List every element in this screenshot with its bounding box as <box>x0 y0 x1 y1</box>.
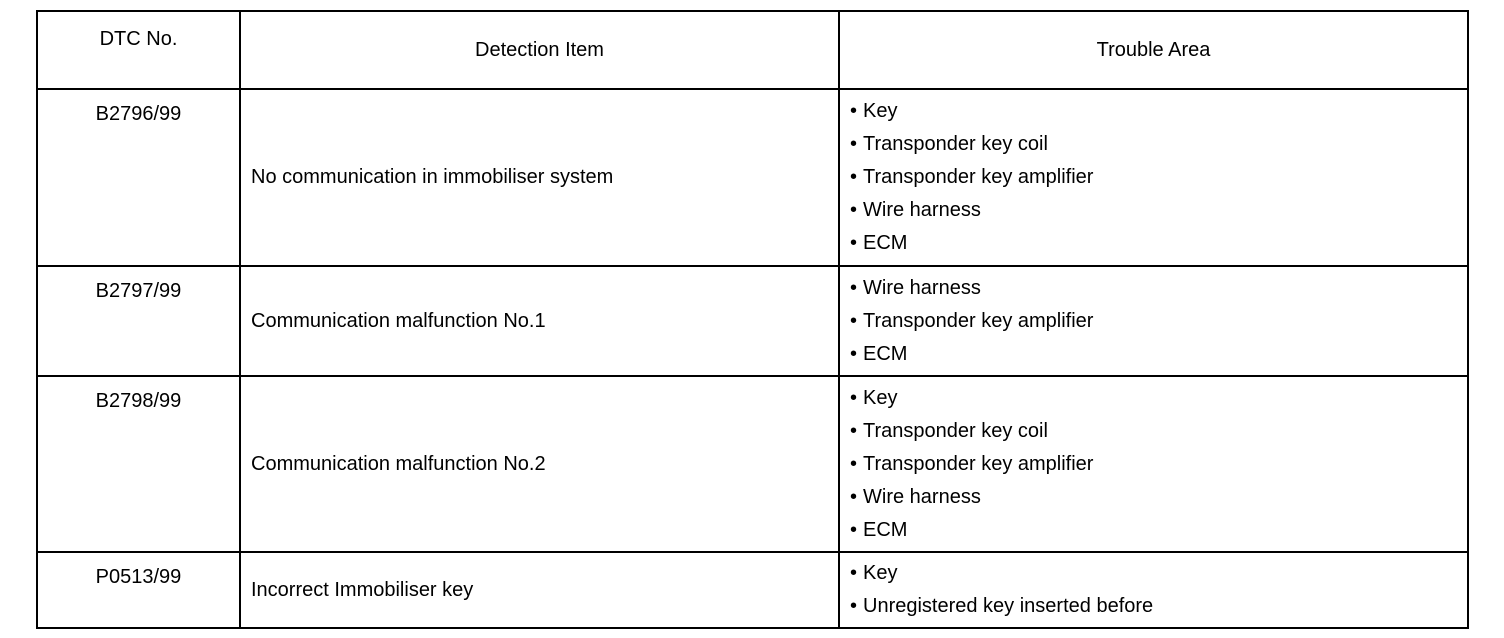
list-item <box>850 194 1467 227</box>
bullet-icon: • <box>850 419 858 442</box>
trouble-area-list <box>850 557 1467 623</box>
bullet-icon: • <box>850 562 858 584</box>
bullet-icon: • <box>850 342 858 365</box>
table-row <box>37 552 1468 628</box>
trouble-area-text: ECM <box>863 342 908 365</box>
header-trouble-area: Trouble Area <box>839 11 1468 89</box>
bullet-icon: • <box>850 232 858 254</box>
bullet-icon: • <box>850 100 858 122</box>
bullet-icon: • <box>850 309 858 332</box>
bullet-icon: • <box>850 485 858 508</box>
list-item <box>850 305 1467 338</box>
list-item <box>850 382 1467 415</box>
dtc-code-cell: B2796/99 <box>37 89 240 266</box>
detection-item-cell: No communication in immobiliser system <box>240 89 839 266</box>
dtc-table <box>36 10 1469 629</box>
list-item <box>850 448 1467 481</box>
trouble-area-text: Wire harness <box>863 485 981 508</box>
trouble-area-list <box>850 95 1467 260</box>
trouble-area-text: ECM <box>863 232 908 254</box>
list-item <box>850 227 1467 260</box>
list-item <box>850 415 1467 448</box>
trouble-area-text: Key <box>863 386 898 409</box>
bullet-icon: • <box>850 386 858 409</box>
trouble-area-cell <box>839 89 1468 266</box>
list-item <box>850 557 1467 590</box>
trouble-area-text: ECM <box>863 518 908 541</box>
detection-item-cell: Communication malfunction No.2 <box>240 376 839 552</box>
list-item <box>850 481 1467 514</box>
header-dtc-no: DTC No. <box>37 11 240 89</box>
list-item <box>850 128 1467 161</box>
bullet-icon: • <box>850 452 858 475</box>
trouble-area-text: Unregistered key inserted before <box>863 595 1154 617</box>
bullet-icon: • <box>850 199 858 221</box>
trouble-area-text: Transponder key amplifier <box>863 166 1094 188</box>
trouble-area-cell <box>839 266 1468 376</box>
trouble-area-cell <box>839 552 1468 628</box>
dtc-code-cell: B2797/99 <box>37 266 240 376</box>
bullet-icon: • <box>850 166 858 188</box>
list-item <box>850 590 1467 623</box>
bullet-icon: • <box>850 518 858 541</box>
bullet-icon: • <box>850 595 858 617</box>
table-header-row <box>37 11 1468 89</box>
trouble-area-list <box>850 272 1467 371</box>
table-row <box>37 266 1468 376</box>
trouble-area-text: Wire harness <box>863 276 981 299</box>
list-item <box>850 514 1467 547</box>
trouble-area-text: Key <box>863 562 898 584</box>
dtc-code-cell: B2798/99 <box>37 376 240 552</box>
list-item <box>850 272 1467 305</box>
trouble-area-cell <box>839 376 1468 552</box>
dtc-code-cell: P0513/99 <box>37 552 240 628</box>
detection-item-cell: Communication malfunction No.1 <box>240 266 839 376</box>
bullet-icon: • <box>850 133 858 155</box>
trouble-area-text: Transponder key amplifier <box>863 309 1094 332</box>
list-item <box>850 338 1467 371</box>
trouble-area-text: Key <box>863 100 898 122</box>
list-item <box>850 95 1467 128</box>
table-row <box>37 89 1468 266</box>
trouble-area-text: Transponder key coil <box>863 419 1048 442</box>
trouble-area-text: Transponder key amplifier <box>863 452 1094 475</box>
bullet-icon: • <box>850 276 858 299</box>
trouble-area-text: Transponder key coil <box>863 133 1048 155</box>
trouble-area-list <box>850 382 1467 547</box>
detection-item-cell: Incorrect Immobiliser key <box>240 552 839 628</box>
trouble-area-text: Wire harness <box>863 199 981 221</box>
header-detection-item: Detection Item <box>240 11 839 89</box>
table-row <box>37 376 1468 552</box>
list-item <box>850 161 1467 194</box>
